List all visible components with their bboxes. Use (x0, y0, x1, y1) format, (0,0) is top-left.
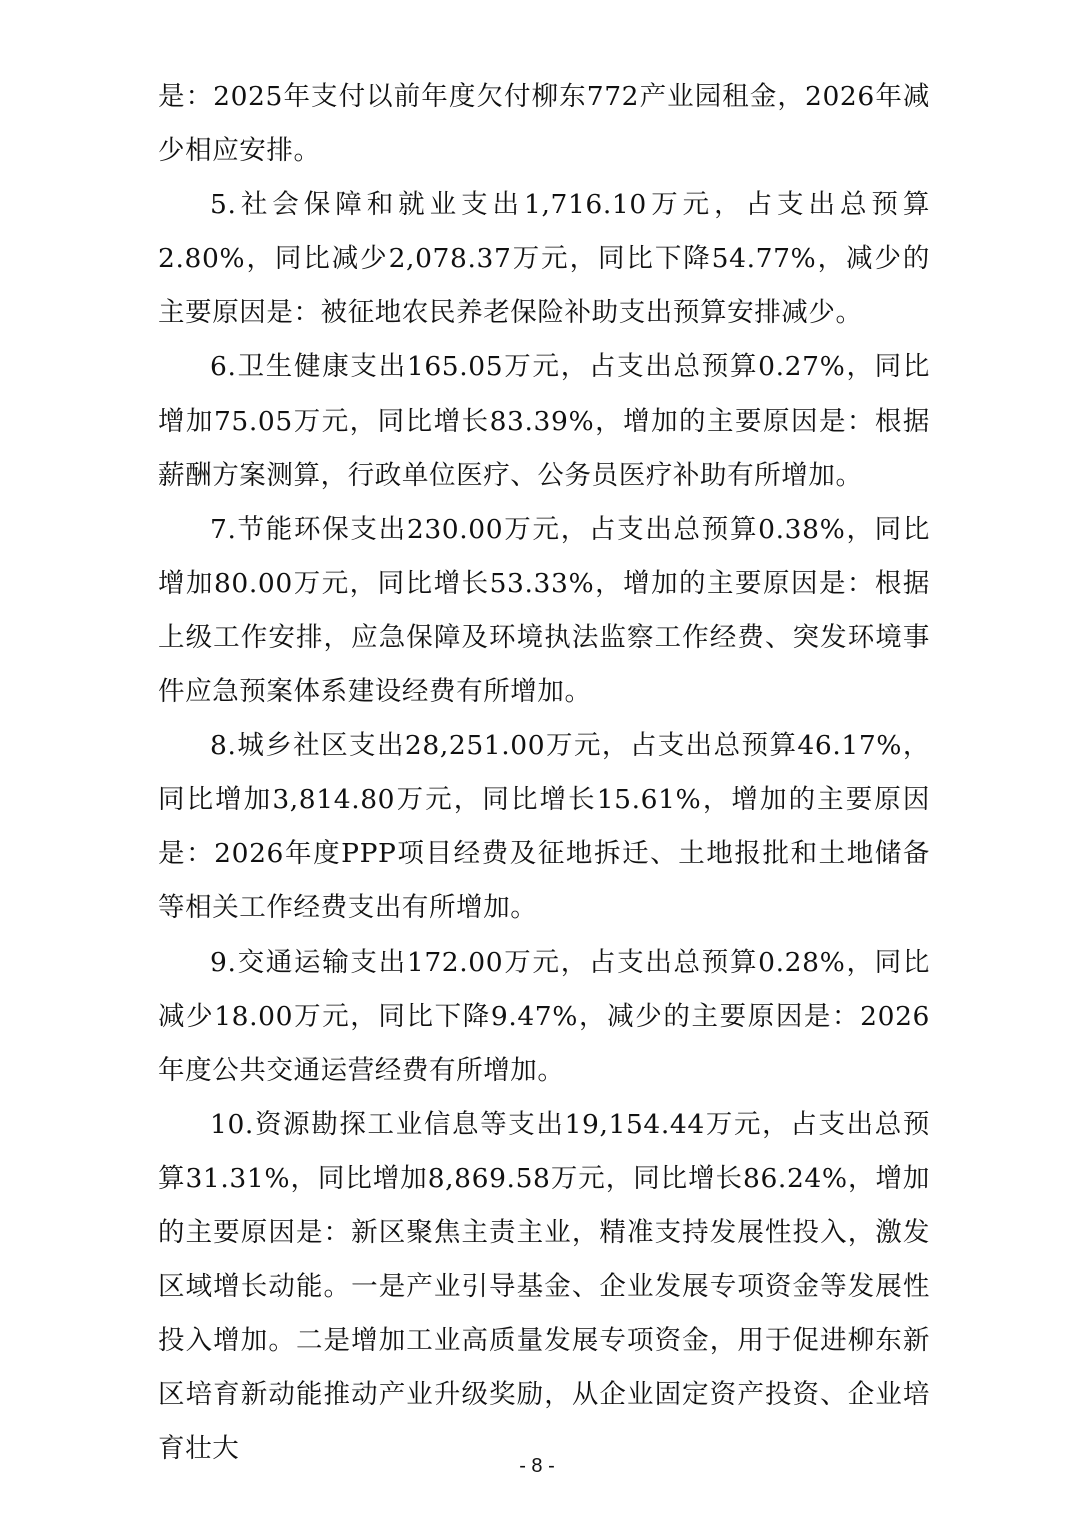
page-number: - 8 - (519, 1455, 555, 1477)
document-body (158, 70, 930, 1476)
paragraph-transport: 9.交通运输支出172.00万元，占支出总预算0.28%，同比减少18.00万元，同比下降9.47%，减少的主要原因是：2026年度公共交通运营经费有所增加。 (158, 946, 930, 1086)
paragraph-continuation: 是：2025年支付以前年度欠付柳东772产业园租金，2026年减少相应安排。 (158, 81, 930, 167)
paragraph-urban-rural: 8.城乡社区支出28,251.00万元，占支出总预算46.17%，同比增加3,814.80万元，同比增长15.61%，增加的主要原因是：2026年度PPP项目经费及征地拆迁、土地报批和土地储备等相关工作经费支出有所增加。 (158, 730, 930, 924)
paragraph-social-security: 5.社会保障和就业支出1,716.10万元，占支出总预算2.80%，同比减少2,078.37万元，同比下降54.77%，减少的主要原因是：被征地农民养老保险补助支出预算安排减少。 (158, 189, 930, 329)
paragraph-health: 6.卫生健康支出165.05万元，占支出总预算0.27%，同比增加75.05万元，同比增长83.39%，增加的主要原因是：根据薪酬方案测算，行政单位医疗、公务员医疗补助有所增加。 (158, 351, 930, 491)
paragraph-environment: 7.节能环保支出230.00万元，占支出总预算0.38%，同比增加80.00万元，同比增长53.33%，增加的主要原因是：根据上级工作安排，应急保障及环境执法监察工作经费、突发环境事件应急预案体系建设经费有所增加。 (158, 513, 930, 708)
paragraph-resources-industry: 10.资源勘探工业信息等支出19,154.44万元，占支出总预算31.31%，同比增加8,869.58万元，同比增长86.24%，增加的主要原因是：新区聚焦主责主业，精准支持发展性投入，激发区域增长动能。一是产业引导基金、企业发展专项资金等发展性投入增加。二是增加工业高质量发展专项资金，用于促进柳东新区培育新动能推动产业升级奖励，从企业固定资产投资、企业培育壮大 (158, 1108, 930, 1465)
